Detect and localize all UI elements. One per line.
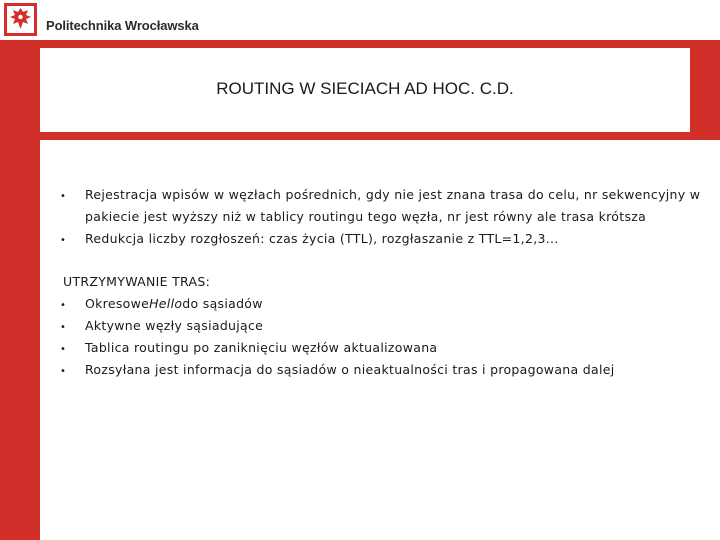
slide-content: [40, 140, 716, 536]
university-name: Politechnika Wrocławska: [46, 18, 199, 33]
section-heading: UTRZYMYWANIE TRAS:: [63, 274, 211, 289]
list-item: Tablica routingu po zaniknięciu węzłów aktualizowana: [85, 340, 438, 355]
bullet-marker: •: [60, 366, 66, 377]
slide-title: ROUTING W SIECIACH AD HOC. C.D.: [216, 79, 514, 98]
eagle-logo-icon: [4, 3, 37, 36]
list-item: Aktywne węzły sąsiadujące: [85, 318, 264, 333]
header-bar: [0, 0, 720, 41]
bullet-marker: •: [60, 344, 66, 355]
list-item-continuation: pakiecie jest wyższy niż w tablicy routingu tego węzła, nr jest równy ale trasa krótsza: [85, 209, 647, 224]
bullet-marker: •: [60, 191, 66, 202]
bullet-marker: •: [60, 300, 66, 311]
bullet-marker: •: [60, 322, 66, 333]
list-item-italic: Hello: [149, 296, 183, 311]
title-box: [40, 48, 690, 132]
left-red-band: [0, 40, 40, 540]
list-item: Redukcja liczby rozgłoszeń: czas życia (TTL), rozgłaszanie z TTL=1,2,3...: [85, 231, 559, 246]
list-item: Rejestracja wpisów w węzłach pośrednich, gdy nie jest znana trasa do celu, nr sekwencyjny w: [85, 187, 701, 202]
list-item-prefix: Okresowe: [85, 296, 150, 311]
bullet-marker: •: [60, 235, 66, 246]
list-item: [85, 298, 263, 311]
list-item-suffix: do sąsiadów: [182, 296, 263, 311]
list-item: Rozsyłana jest informacja do sąsiadów o nieaktualności tras i propagowana dalej: [85, 362, 615, 377]
